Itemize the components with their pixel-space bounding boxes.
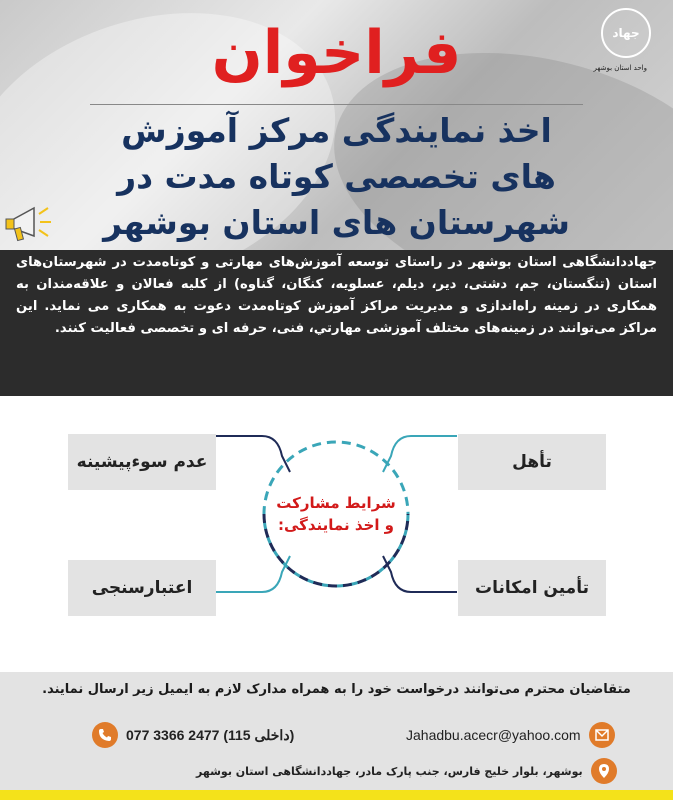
- phone-number: 077 3366 2477 (داخلی 115): [126, 726, 295, 743]
- bottom-accent-bar: [0, 790, 673, 800]
- jahad-logo: [593, 8, 651, 86]
- subtitle-line: اخذ نمایندگی مرکز آموزش: [121, 111, 552, 150]
- condition-credit-check: اعتبارسنجی: [68, 560, 216, 616]
- email-icon: [589, 722, 615, 748]
- megaphone-icon: [4, 202, 56, 248]
- page-subtitle: [60, 108, 613, 246]
- email-address: Jahadbu.acecr@yahoo.com: [406, 727, 581, 743]
- logo-caption: واحد استان بوشهر: [593, 64, 647, 72]
- hero-banner: [0, 0, 673, 250]
- title-divider: [90, 104, 583, 105]
- location-icon: [591, 758, 617, 784]
- conditions-heading: [266, 492, 406, 536]
- intro-band: [0, 250, 673, 396]
- condition-no-criminal-record: عدم سوءپیشینه: [68, 434, 216, 490]
- subtitle-line: شهرستان های استان بوشهر: [103, 203, 570, 242]
- phone-icon: [92, 722, 118, 748]
- page-title: فراخوان: [211, 18, 462, 88]
- condition-married: تأهل: [458, 434, 606, 490]
- condition-facilities: تأمین امکانات: [458, 560, 606, 616]
- address-text: بوشهر، بلوار خلیج فارس، جنب پارک مادر، جهاددانشگاهی استان بوشهر: [196, 764, 583, 778]
- logo-seal: جهاد: [601, 8, 651, 58]
- subtitle-line: های تخصصی کوتاه مدت در: [117, 157, 556, 196]
- connector-bottom-left: [216, 556, 290, 592]
- intro-text: جهاددانشگاهی استان بوشهر در راستای توسعه آموزش‌های مهارتی و کوتاه‌مدت در شهرستان‌های استان (تنگستان، جم، دشتی، دیر، دیلم، عسلویه، کنگان، گناوه) از کلیه فعالان و علاقه‌مندان به همکاری در زمینه راه‌اندازی و مدیریت مراکز آموزش کوتاه‌مدت دعوت به همکاری می نماید. این مراکز می‌توانند در زمینه‌های مختلف آموزشی مهارتي، فنی، حرفه ای و تخصصی فعالیت کنند.: [16, 255, 657, 336]
- phone-contact[interactable]: [92, 722, 294, 748]
- footer-note: متقاضیان محترم می‌توانند درخواست خود را به همراه مدارک لازم به ایمیل زیر ارسال نمایند.: [42, 682, 631, 697]
- footer: [0, 672, 673, 800]
- conditions-heading-line: و اخذ نمایندگی:: [277, 516, 395, 534]
- connector-bottom-right: [383, 556, 457, 592]
- connector-top-left: [216, 436, 290, 472]
- email-contact[interactable]: [406, 722, 615, 748]
- conditions-heading-line: شرایط مشارکت: [276, 494, 396, 512]
- connector-top-right: [383, 436, 457, 472]
- address-contact: [196, 758, 617, 784]
